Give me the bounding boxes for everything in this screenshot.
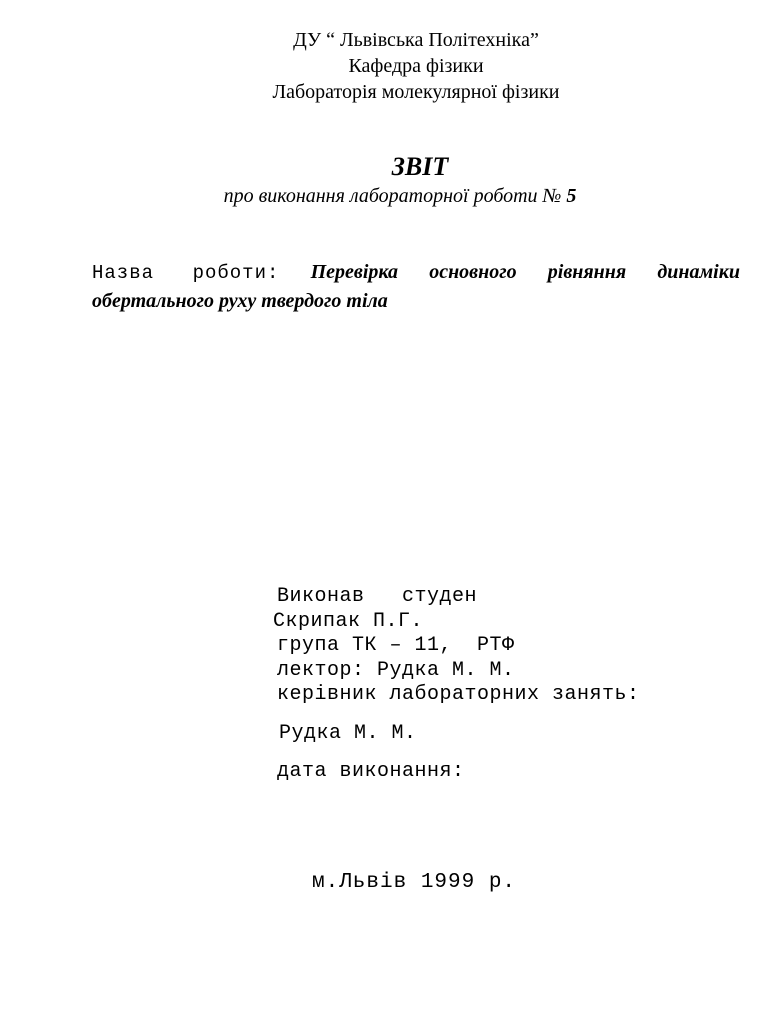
work-title-line1: Перевірка основного рівняння динаміки (310, 261, 741, 283)
student-name: Скрипак П.Г. (273, 610, 424, 633)
work-name-label: Назва роботи: (92, 262, 280, 284)
laboratory-name: Лабораторія молекулярної фізики (272, 81, 560, 103)
student-group: група ТК – 11, РТФ (277, 634, 515, 657)
work-name-line2 (92, 287, 740, 315)
work-name-block (92, 258, 740, 315)
performed-by: Виконав студен (277, 585, 478, 608)
work-title-line2: обертального руху твердого тіла (92, 290, 388, 312)
lecturer: лектор: Рудка М. М. (277, 659, 515, 682)
city-year: м.Львів 1999 р. (312, 871, 517, 894)
date-label: дата виконання: (277, 760, 465, 783)
department-name: Кафедра фізики (348, 55, 484, 77)
supervisor-label: керівник лабораторних занять: (277, 683, 640, 706)
document-header (0, 27, 768, 105)
university-name: ДУ “ Львівська Політехніка” (293, 29, 539, 51)
report-subtitle-text: про виконання лабораторної роботи № (223, 185, 562, 207)
work-name-line1 (92, 258, 740, 287)
report-number: 5 (566, 185, 577, 207)
report-heading (0, 151, 768, 209)
report-subtitle (32, 183, 768, 209)
supervisor-name: Рудка М. М. (279, 722, 417, 745)
report-title: ЗВІТ (391, 152, 449, 181)
